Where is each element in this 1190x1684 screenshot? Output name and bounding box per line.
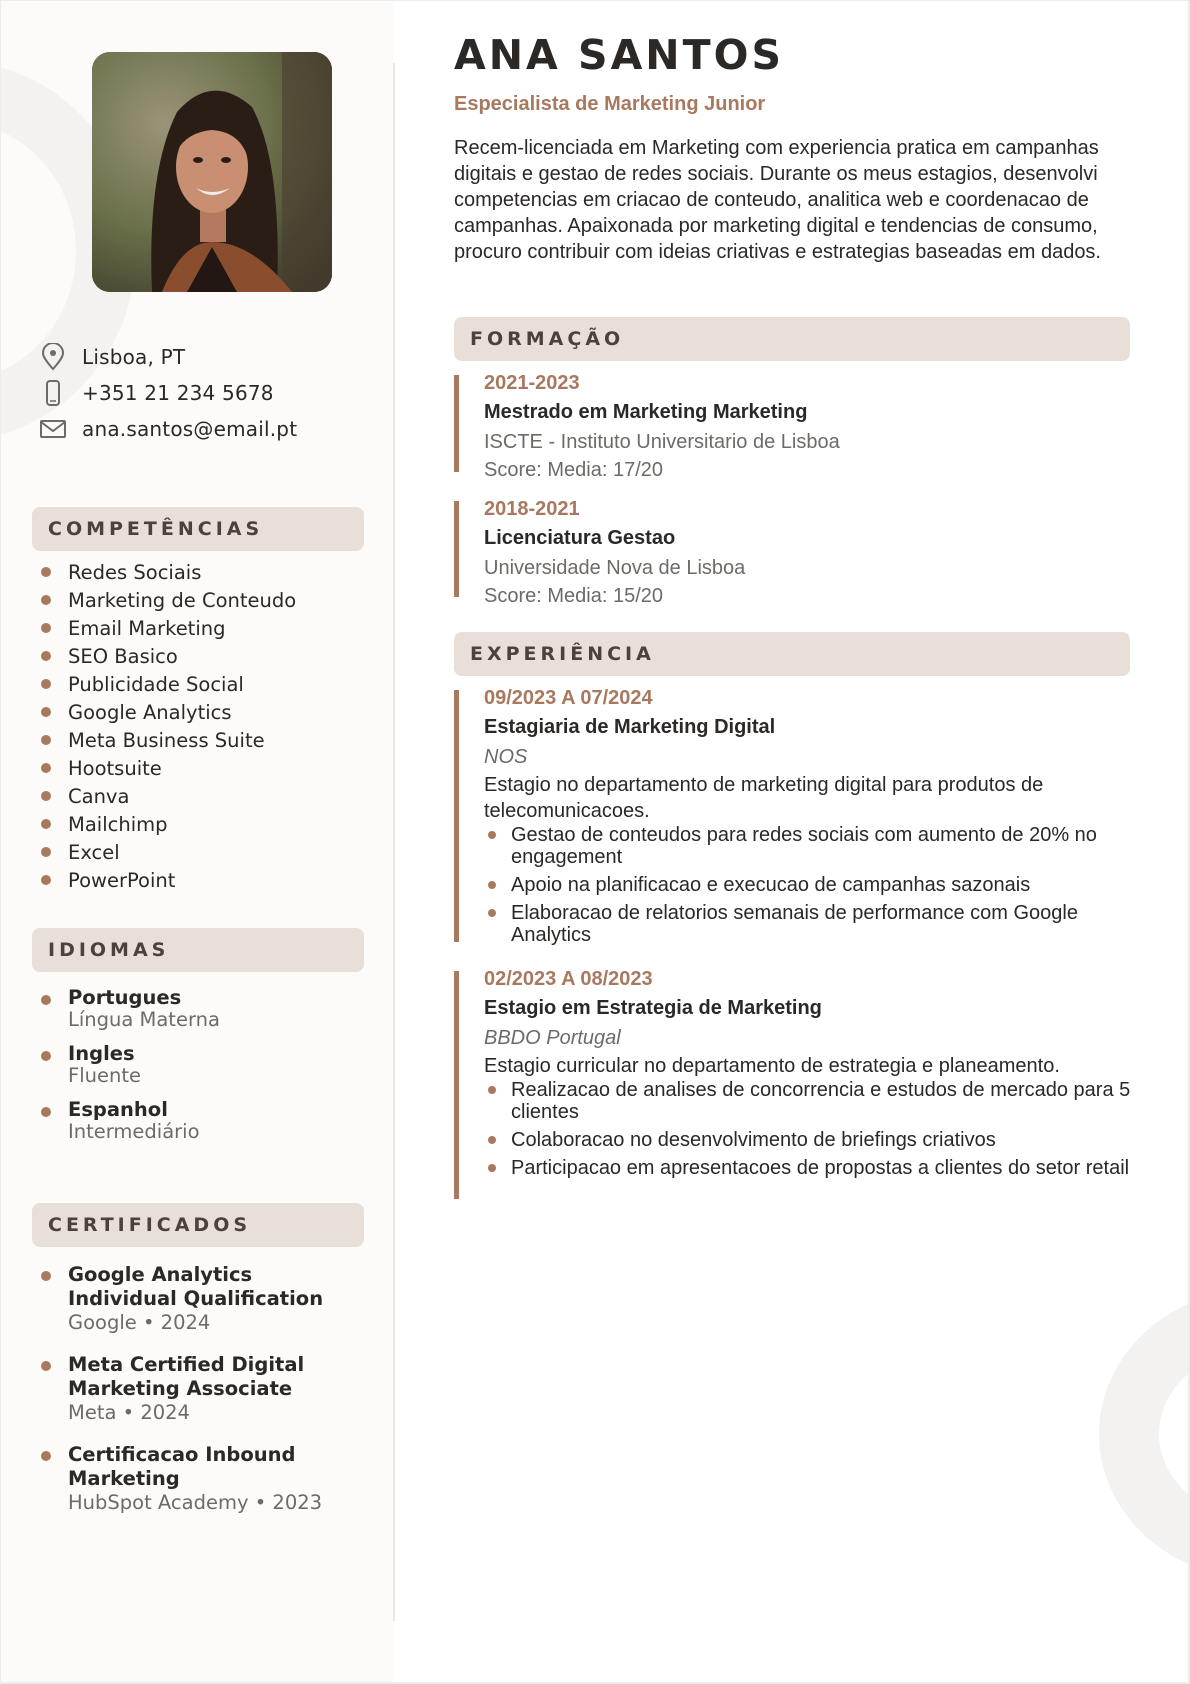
phone-link[interactable]: +351 21 234 5678 xyxy=(82,381,274,405)
skills-list xyxy=(41,558,296,894)
skill-item: PowerPoint xyxy=(41,866,296,894)
experience-date: 09/2023 A 07/2024 xyxy=(484,687,653,709)
experience-bullet: Apoio na planificacao e execucao de campanhas sazonais xyxy=(484,874,1149,896)
contact-list xyxy=(39,339,297,447)
bullet-dot-icon xyxy=(488,881,496,889)
language-item: Portugues Língua Materna xyxy=(41,987,220,1031)
skill-item: Redes Sociais xyxy=(41,558,296,586)
language-item: Espanhol Intermediário xyxy=(41,1099,220,1143)
experience-bullet: Realizacao de analises de concorrencia e estudos de mercado para 5 clientes xyxy=(484,1079,1149,1123)
certificates-heading xyxy=(32,1203,364,1247)
experience-entry xyxy=(454,687,1154,946)
bullet-dot-icon xyxy=(41,791,51,801)
language-item: Ingles Fluente xyxy=(41,1043,220,1087)
education-score: Score: Media: 17/20 xyxy=(484,459,663,481)
certificate-item: Certificacao Inbound Marketing HubSpot Academy • 2023 xyxy=(41,1443,341,1515)
experience-description: Estagio curricular no departamento de estrategia e planeamento. xyxy=(484,1055,1060,1077)
sidebar-divider xyxy=(393,63,395,1621)
bullet-dot-icon xyxy=(488,1136,496,1144)
bullet-dot-icon xyxy=(41,995,51,1005)
languages-heading xyxy=(32,928,364,972)
contact-email xyxy=(39,411,297,447)
education-entry xyxy=(454,498,1154,607)
bullet-dot-icon xyxy=(41,1271,51,1281)
experience-heading xyxy=(454,632,1130,676)
bullet-dot-icon xyxy=(41,623,51,633)
experience-bullet: Elaboracao de relatorios semanais de performance com Google Analytics xyxy=(484,902,1149,946)
bullet-dot-icon xyxy=(488,909,496,917)
experience-bullet: Gestao de conteudos para redes sociais com aumento de 20% no engagement xyxy=(484,824,1149,868)
education-institution: ISCTE - Instituto Universitario de Lisboa xyxy=(484,431,840,453)
skill-item: SEO Basico xyxy=(41,642,296,670)
skill-item: Excel xyxy=(41,838,296,866)
skills-heading-label: COMPETÊNCIAS xyxy=(48,518,264,540)
bullet-dot-icon xyxy=(41,679,51,689)
bullet-dot-icon xyxy=(41,819,51,829)
education-degree: Licenciatura Gestao xyxy=(484,527,676,549)
skills-heading xyxy=(32,507,364,551)
bullet-dot-icon xyxy=(41,875,51,885)
decorative-ring xyxy=(1099,1289,1188,1579)
skill-item: Mailchimp xyxy=(41,810,296,838)
bullet-dot-icon xyxy=(41,1451,51,1461)
languages-heading-label: IDIOMAS xyxy=(48,939,170,961)
bullet-dot-icon xyxy=(488,1086,496,1094)
resume-page xyxy=(1,1,1188,1682)
candidate-name: ANA SANTOS xyxy=(454,31,784,79)
location-text: Lisboa, PT xyxy=(82,345,186,369)
bullet-dot-icon xyxy=(41,1107,51,1117)
bullet-dot-icon xyxy=(41,595,51,605)
bullet-dot-icon xyxy=(41,651,51,661)
education-heading xyxy=(454,317,1130,361)
bullet-dot-icon xyxy=(41,707,51,717)
experience-role: Estagio em Estrategia de Marketing xyxy=(484,997,822,1019)
email-link[interactable]: ana.santos@email.pt xyxy=(82,417,298,441)
skill-item: Google Analytics xyxy=(41,698,296,726)
education-date: 2018-2021 xyxy=(484,498,580,520)
certificate-item: Google Analytics Individual Qualification Google • 2024 xyxy=(41,1263,341,1335)
bullet-dot-icon xyxy=(488,831,496,839)
profile-photo xyxy=(92,52,332,292)
job-title: Especialista de Marketing Junior xyxy=(454,93,766,115)
experience-company: NOS xyxy=(484,746,528,768)
education-score: Score: Media: 15/20 xyxy=(484,585,663,607)
education-entry xyxy=(454,372,1154,481)
education-heading-label: FORMAÇÃO xyxy=(470,328,625,350)
bullet-dot-icon xyxy=(41,763,51,773)
portrait-illustration-icon xyxy=(92,52,332,292)
bullet-dot-icon xyxy=(41,567,51,577)
experience-description: Estagio no departamento de marketing digital para produtos de telecomunicacoes. xyxy=(484,774,1044,822)
skill-item: Email Marketing xyxy=(41,614,296,642)
profile-summary: Recem-licenciada em Marketing com experiencia pratica em campanhas digitais e gestao de redes sociais. Durante os meus estagios, desenvolvi competencias em criacao de conteudo, analitica web e coordenacao de campanhas. Apaixonada por marketing digital e tendencias de consumo, procuro contribuir com ideias criativas e estrategias baseadas em dados. xyxy=(454,137,1101,263)
bullet-dot-icon xyxy=(41,1361,51,1371)
certificates-heading-label: CERTIFICADOS xyxy=(48,1214,252,1236)
mail-icon xyxy=(39,415,67,443)
experience-company: BBDO Portugal xyxy=(484,1027,621,1049)
phone-icon xyxy=(39,379,67,407)
sidebar xyxy=(1,1,394,1682)
experience-bullet: Participacao em apresentacoes de propostas a clientes do setor retail xyxy=(484,1157,1149,1179)
education-institution: Universidade Nova de Lisboa xyxy=(484,557,746,579)
experience-entry xyxy=(454,968,1154,1199)
bullet-dot-icon xyxy=(41,735,51,745)
languages-list xyxy=(41,987,220,1155)
location-pin-icon xyxy=(39,343,67,371)
experience-heading-label: EXPERIÊNCIA xyxy=(470,643,655,665)
skill-item: Hootsuite xyxy=(41,754,296,782)
skill-item: Canva xyxy=(41,782,296,810)
experience-date: 02/2023 A 08/2023 xyxy=(484,968,653,990)
experience-bullet: Colaboracao no desenvolvimento de briefings criativos xyxy=(484,1129,1149,1151)
bullet-dot-icon xyxy=(41,847,51,857)
contact-location xyxy=(39,339,297,375)
skill-item: Meta Business Suite xyxy=(41,726,296,754)
experience-bullets xyxy=(484,1079,1149,1179)
skill-item: Marketing de Conteudo xyxy=(41,586,296,614)
education-degree: Mestrado em Marketing Marketing xyxy=(484,401,808,423)
certificate-item: Meta Certified Digital Marketing Associate Meta • 2024 xyxy=(41,1353,341,1425)
bullet-dot-icon xyxy=(488,1164,496,1172)
certificates-list xyxy=(41,1263,341,1533)
skill-item: Publicidade Social xyxy=(41,670,296,698)
contact-phone xyxy=(39,375,297,411)
education-date: 2021-2023 xyxy=(484,372,580,394)
bullet-dot-icon xyxy=(41,1051,51,1061)
experience-role: Estagiaria de Marketing Digital xyxy=(484,716,776,738)
experience-bullets xyxy=(484,824,1149,946)
